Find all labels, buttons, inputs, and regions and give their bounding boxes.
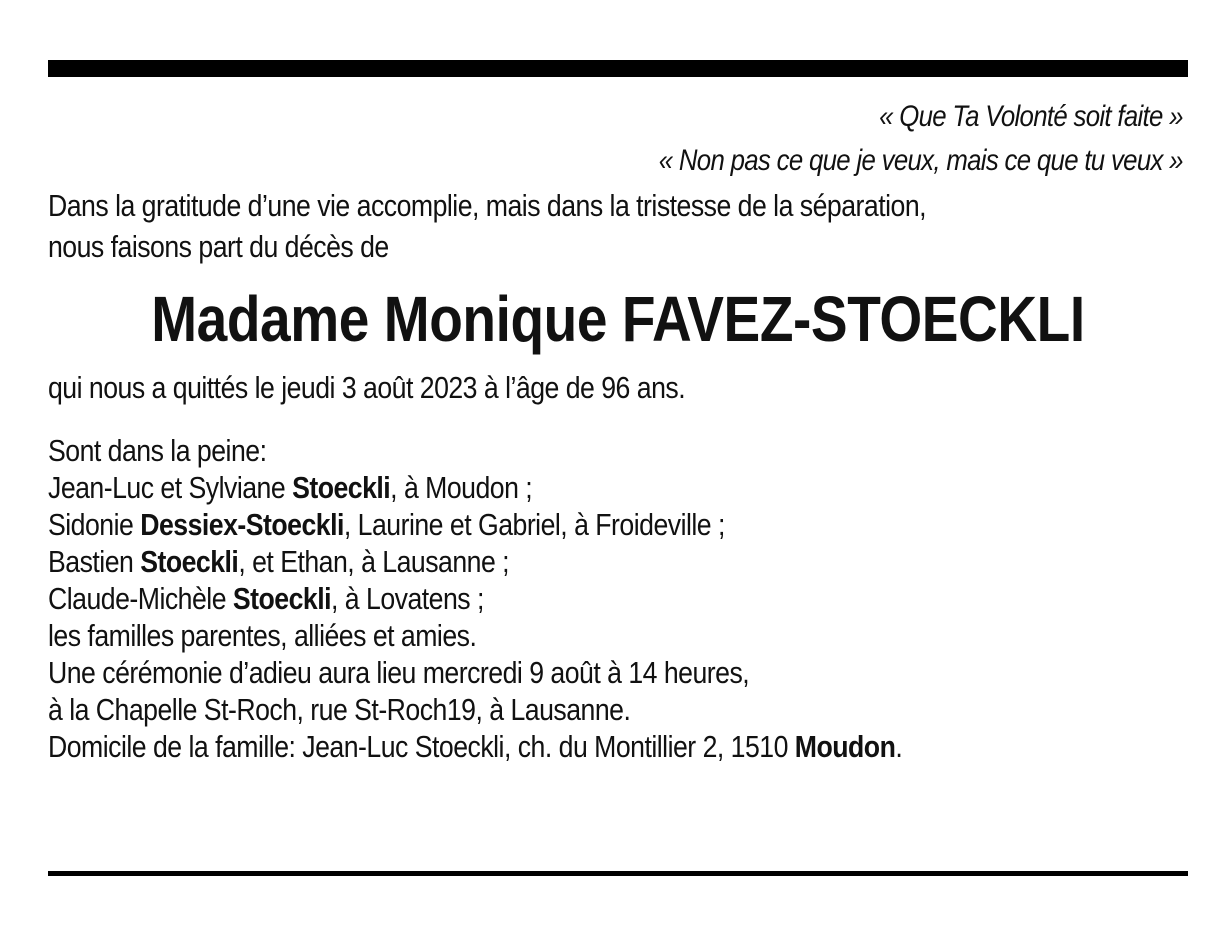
member-location: , Laurine et Gabriel, à Froideville ; [343,507,725,542]
top-rule [48,60,1188,77]
member-given-names: Bastien [48,544,141,579]
family-member [48,469,1028,506]
ceremony-line-1: Une cérémonie d’adieu aura lieu mercredi 9 août à 14 heures, [48,655,750,690]
family-member [48,543,1028,580]
family-member [48,506,1028,543]
intro-text [48,185,1028,267]
death-line: qui nous a quittés le jeudi 3 août 2023 à l’âge de 96 ans. [48,370,686,405]
member-given-names: Jean-Luc et Sylviane [48,470,293,505]
bottom-rule [48,871,1188,876]
relatives-line: les familles parentes, alliées et amies. [48,618,477,653]
member-location: , et Ethan, à Lausanne ; [238,544,510,579]
obituary-notice [48,60,1188,765]
epigraph-line-2: « Non pas ce que je veux, mais ce que tu veux » [658,144,1183,177]
epigraph-line-1: « Que Ta Volonté soit faite » [879,100,1183,133]
family-heading: Sont dans la peine: [48,433,267,468]
member-given-names: Sidonie [48,507,141,542]
member-given-names: Claude-Michèle [48,581,233,616]
domicile-end: . [895,729,903,764]
intro-line-2: nous faisons part du décès de [48,229,389,264]
deceased-name: Madame Monique FAVEZ-STOECKLI [151,283,1085,355]
domicile-town: Moudon [794,729,896,764]
ceremony-line-2: à la Chapelle St-Roch, rue St-Roch19, à Lausanne. [48,692,631,727]
member-location: , à Moudon ; [390,470,533,505]
intro-line-1: Dans la gratitude d’une vie accomplie, mais dans la tristesse de la séparation, [48,188,927,223]
member-surname: Stoeckli [140,544,239,579]
member-location: , à Lovatens ; [331,581,484,616]
family-section [48,432,1028,765]
member-surname: Dessiex-Stoeckli [140,507,344,542]
domicile-line [48,728,1028,765]
domicile-address: Domicile de la famille: Jean-Luc Stoeckli, ch. du Montillier 2, 1510 [48,729,795,764]
member-surname: Stoeckli [292,470,391,505]
family-member [48,580,1028,617]
epigraph [208,95,1188,183]
member-surname: Stoeckli [232,581,332,616]
